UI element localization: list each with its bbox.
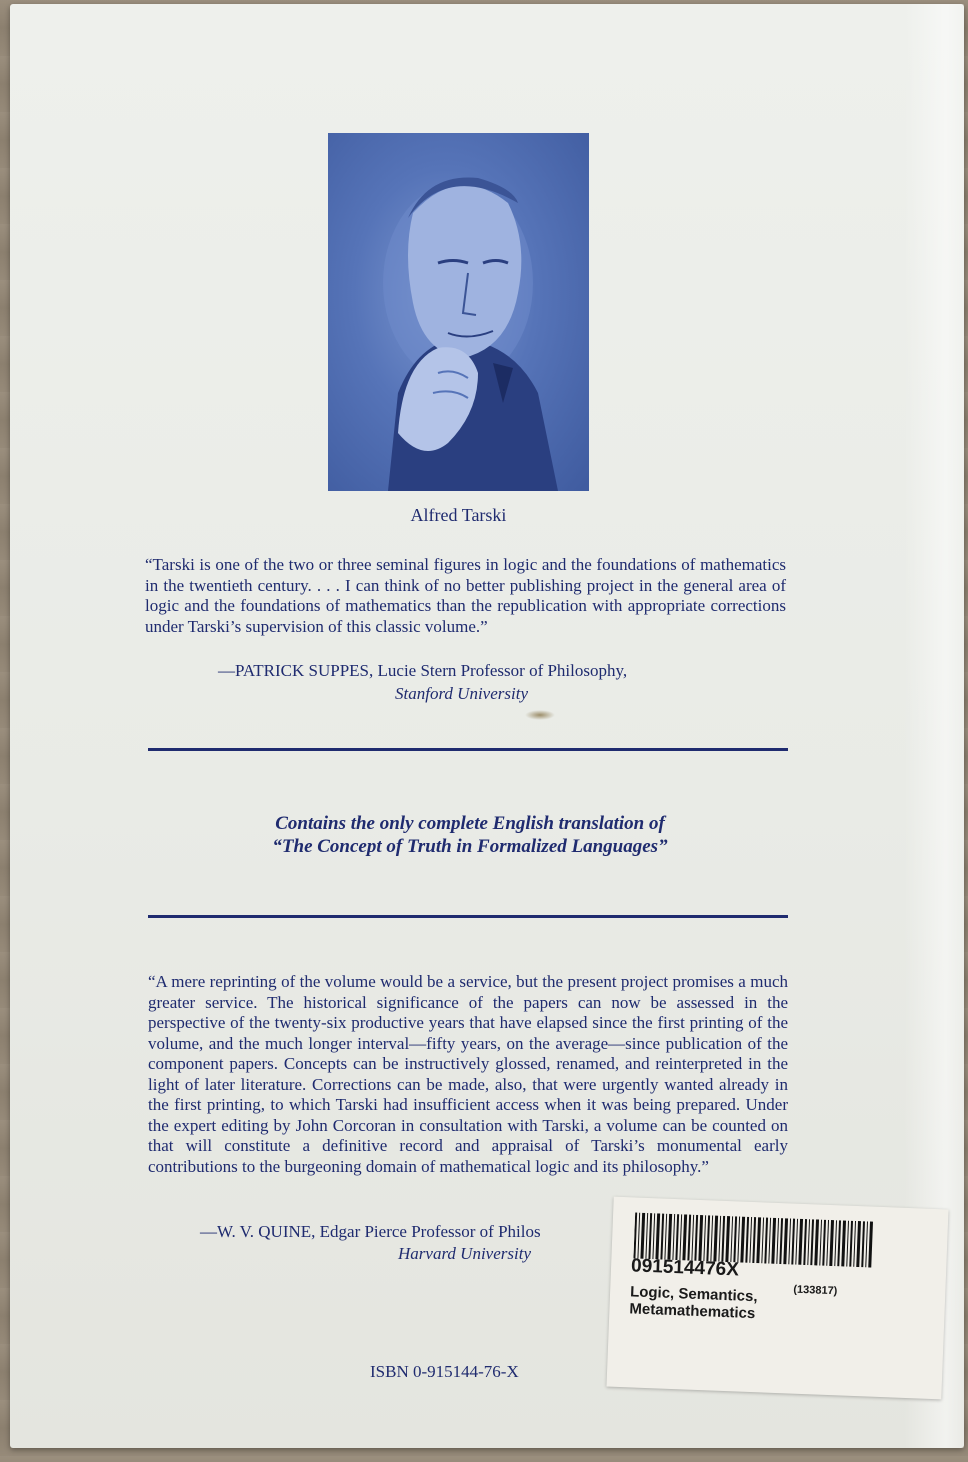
sticker-title-line-2: Metamathematics — [629, 1300, 756, 1323]
sticker-title-line-1: Logic, Semantics, — [629, 1283, 758, 1306]
author-portrait — [328, 133, 589, 491]
translation-feature — [150, 812, 790, 858]
suppes-affiliation: Stanford University — [395, 684, 528, 703]
quine-attribution: —W. V. QUINE, Edgar Pierce Professor of Philos — [200, 1222, 541, 1241]
sticker-isbn: 091514476X — [630, 1255, 740, 1281]
feature-line-2: “The Concept of Truth in Formalized Languages” — [272, 836, 668, 857]
portrait-illustration — [328, 133, 589, 491]
sticker-code: (133817) — [793, 1283, 838, 1298]
suppes-quote: “Tarski is one of the two or three seminal figures in logic and the foundations of mathematics in the twentieth century. . . . I can think of no better publishing project in the general area of logic and the foundations of mathematics than the republication with appropriate corrections under Tarski’s supervision of this classic volume.” — [145, 555, 786, 636]
feature-line-1: Contains the only complete English translation of — [275, 813, 665, 834]
cover-blemish — [525, 710, 555, 720]
portrait-caption: Alfred Tarski — [410, 505, 507, 525]
isbn-label: ISBN 0-915144-76-X — [370, 1362, 519, 1381]
suppes-attribution: —PATRICK SUPPES, Lucie Stern Professor of Philosophy, — [218, 661, 628, 680]
quine-quote: “A mere reprinting of the volume would be a service, but the present project promises a much greater service. The historical significance of the papers can now be assessed in the perspective of the twenty-six productive years that have elapsed since the first printing of the volume, and the much longer interval—fifty years, on the average—since publication of the component papers. Concepts can be instructively glossed, renamed, and reinterpreted in the light of later literature. Corrections can be made, also, that were urgently wanted already in the first printing, to which Tarski had insufficient access when it was being prepared. Under the expert editing by John Corcoran in consultation with Tarski, a volume can be counted on that will constitute a definitive record and appraisal of Tarski’s monumental early contributions to the burgeoning domain of mathematical logic and its philosophy.” — [148, 972, 788, 1176]
quine-affiliation: Harvard University — [398, 1244, 531, 1263]
price-sticker — [606, 1197, 948, 1400]
divider-bottom — [148, 915, 788, 918]
divider-top — [148, 748, 788, 751]
